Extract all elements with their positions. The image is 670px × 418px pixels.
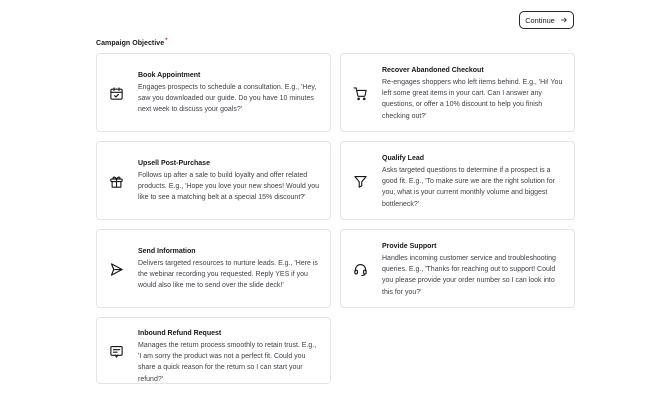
objective-title: Provide Support: [382, 243, 437, 250]
objective-card-inbound-refund-request[interactable]: [96, 317, 331, 384]
objective-description: Engages prospects to schedule a consultation. E.g., 'Hey, saw you downloaded our guide. Do you have 10 minutes next week to discuss your goals?': [138, 84, 317, 114]
required-marker: *: [165, 38, 168, 44]
objective-description: Delivers targeted resources to nurture leads. E.g., 'Here is the webinar recording you requested. Reply YES if you would also like me to send over the slide deck!': [138, 260, 318, 290]
objective-card-recover-abandoned-checkout[interactable]: [340, 53, 575, 132]
objective-description: Follows up after a sale to build loyalty and offer related products. E.g., 'Hope you love your new shoes! Would you like to see a matching belt at a special 15% discount?': [138, 172, 319, 202]
continue-button[interactable]: [519, 11, 574, 29]
headset-icon: [353, 262, 368, 277]
send-icon: [109, 262, 124, 277]
arrow-right-icon: [560, 16, 568, 24]
shopping-cart-icon: [353, 86, 368, 101]
objective-description: Re-engages shoppers who left items behind. E.g., 'Hi! You left some great items in your cart. Can I answer any questions, or offer a 10% discount to help you finish checking out?': [382, 79, 563, 120]
objective-title: Inbound Refund Request: [138, 330, 222, 337]
objective-title: Qualify Lead: [382, 155, 425, 162]
objective-card-provide-support[interactable]: [340, 229, 575, 308]
objective-description: Manages the return process smoothly to retain trust. E.g., 'I am sorry the product was not a perfect fit. Could you share a quick reason for the return so I can start your refund?': [138, 342, 317, 383]
objective-card-send-information[interactable]: [96, 229, 331, 308]
objective-title: Send Information: [138, 248, 196, 255]
receipt-icon: [109, 344, 124, 359]
continue-button-label: Continue: [525, 15, 555, 25]
campaign-objective-label: [96, 40, 168, 47]
objective-description: Handles incoming customer service and troubleshooting queries. E.g., 'Thanks for reaching out to support! Could you please provide your order number so I can look into this for you?': [382, 255, 556, 296]
objective-title: Upsell Post-Purchase: [138, 160, 210, 167]
calendar-check-icon: [109, 86, 124, 101]
filter-icon: [353, 174, 368, 189]
objective-description: Asks targeted questions to determine if a prospect is a good fit. E.g., 'To make sure we are the right solution for you, what is your current monthly volume and biggest bottleneck?': [382, 167, 555, 208]
objective-title: Book Appointment: [138, 72, 201, 79]
objective-card-qualify-lead[interactable]: [340, 141, 575, 220]
objective-title: Recover Abandoned Checkout: [382, 67, 484, 74]
objective-card-upsell-post-purchase[interactable]: [96, 141, 331, 220]
gift-icon: [109, 174, 124, 189]
objective-card-book-appointment[interactable]: [96, 53, 331, 132]
campaign-objective-label-text: Campaign Objective: [96, 40, 165, 47]
